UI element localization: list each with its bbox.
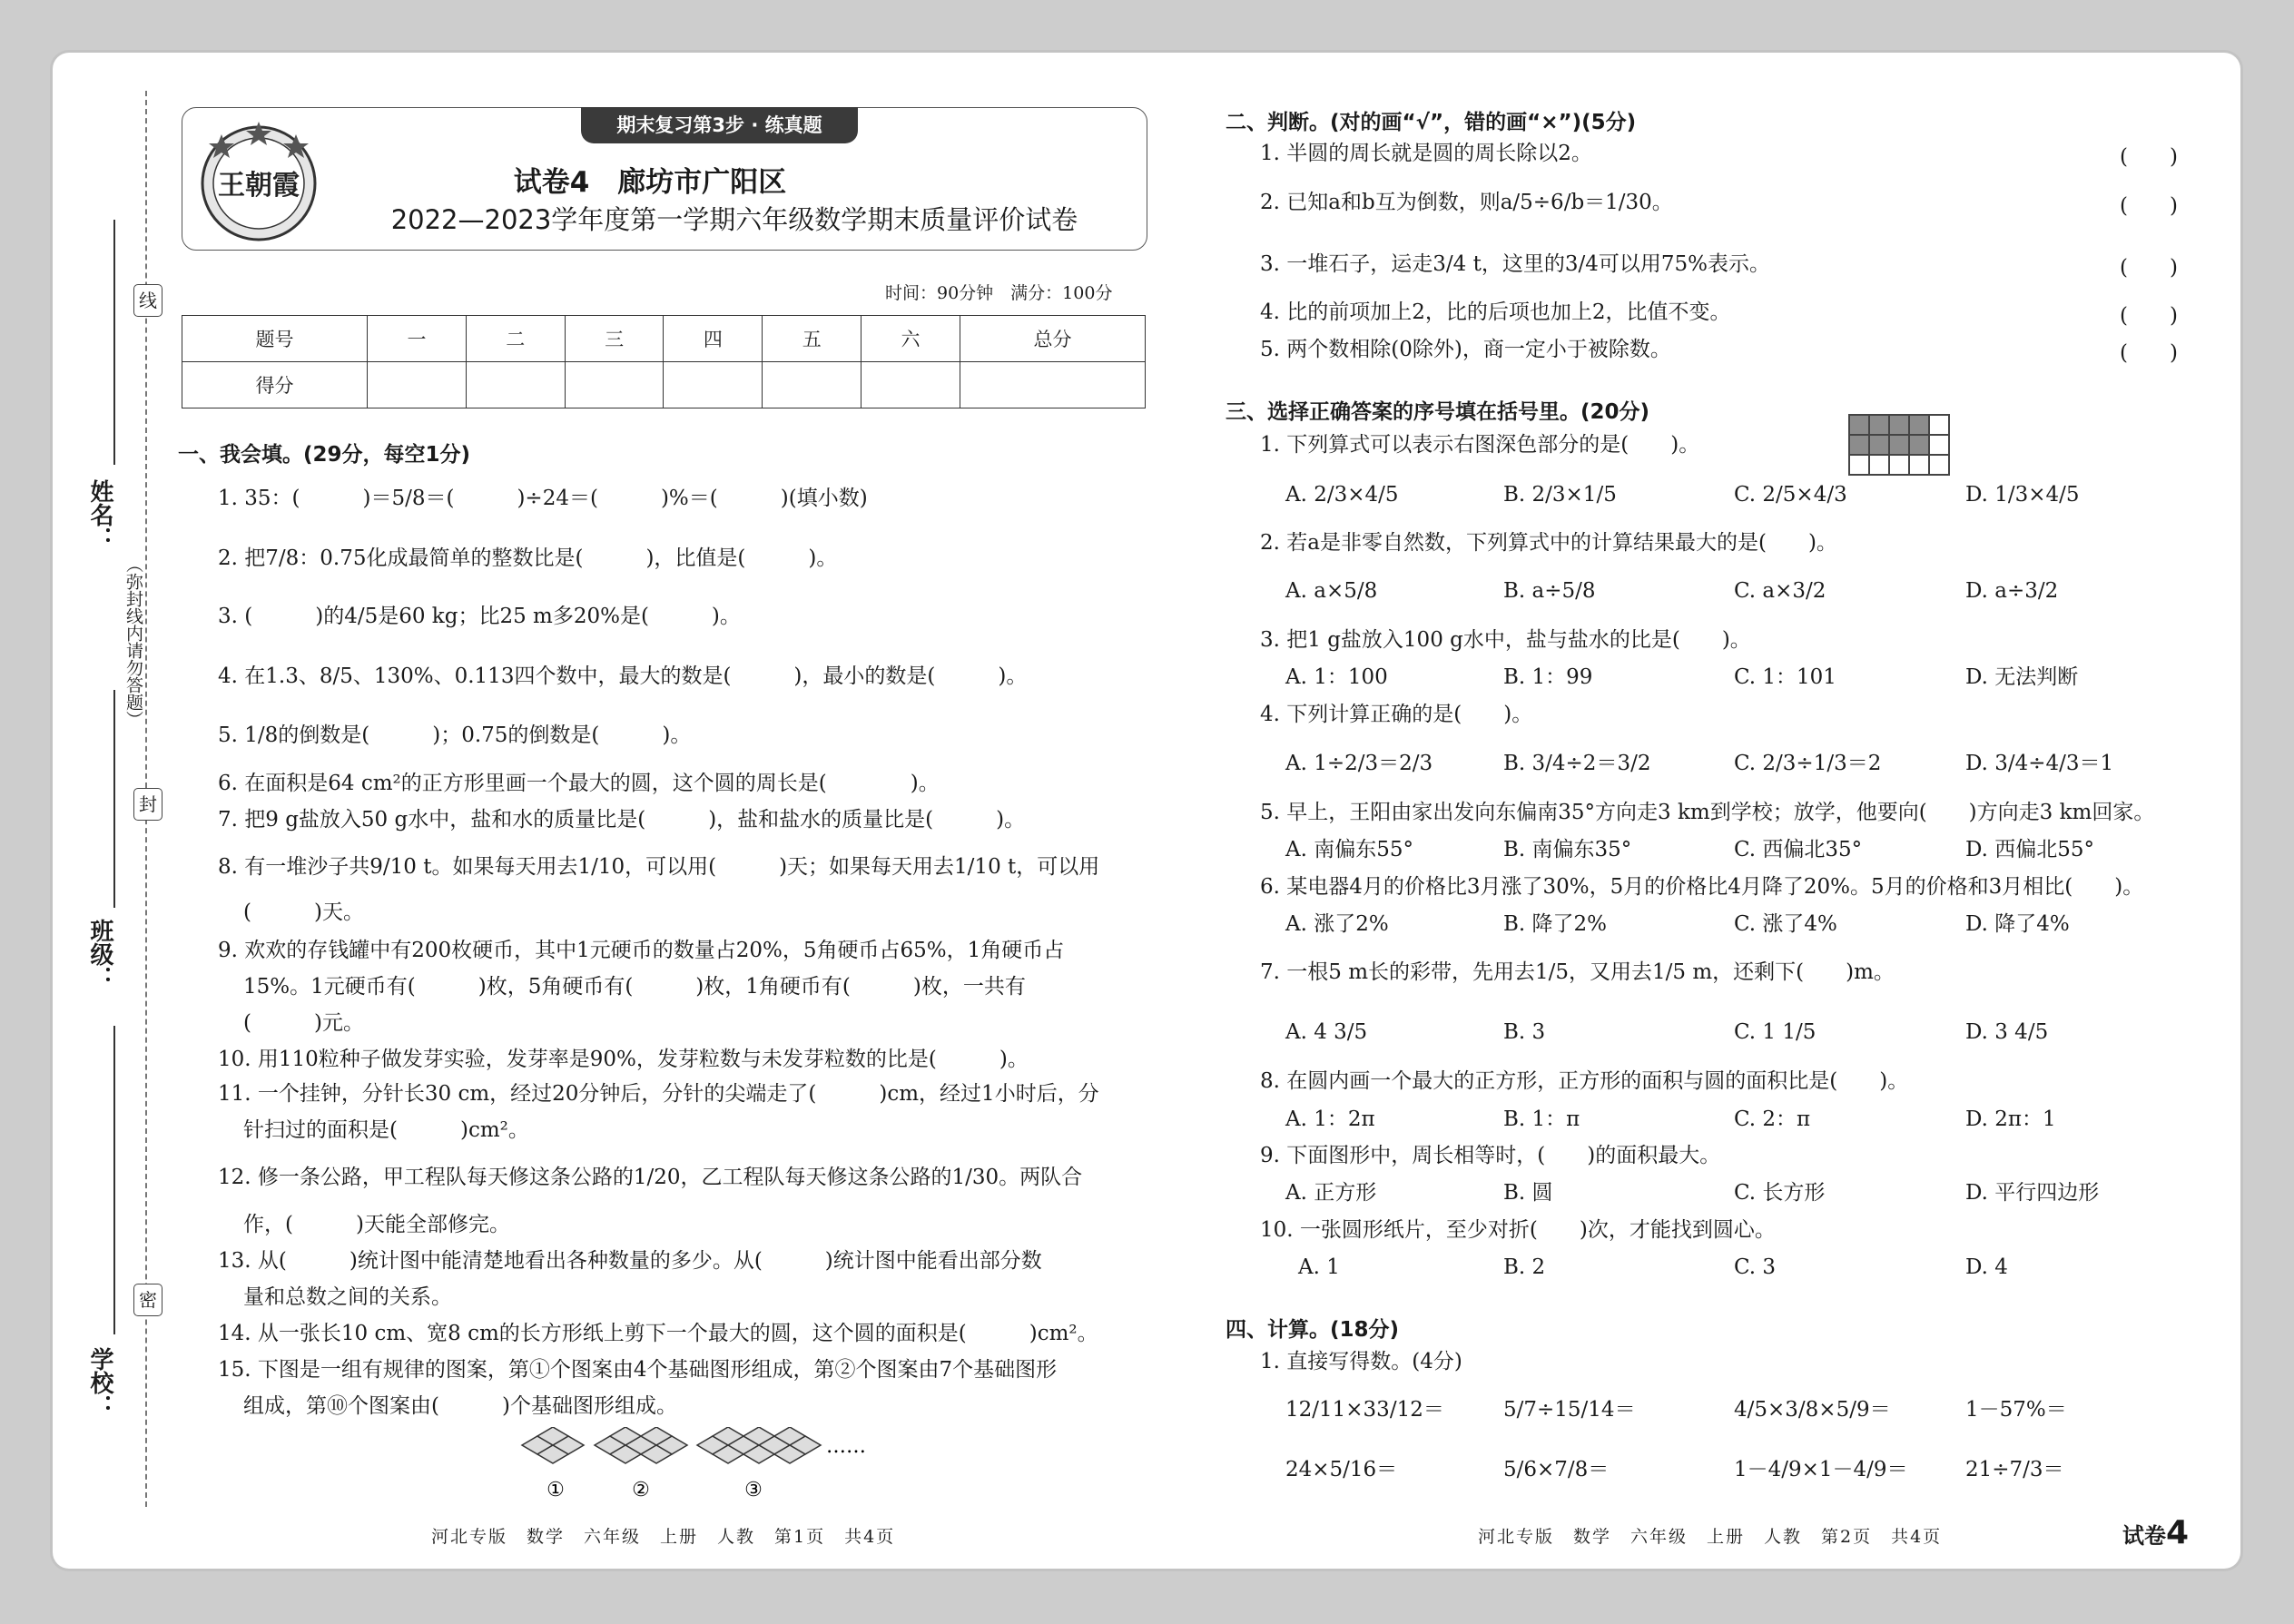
option[interactable]: B. 1：π — [1503, 1107, 1580, 1131]
calc-item: 1－4/9×1－4/9＝ — [1734, 1458, 1908, 1481]
calc-item: 5/7÷15/14＝ — [1503, 1398, 1636, 1422]
calc-item: 5/6×7/8＝ — [1503, 1458, 1610, 1481]
exam-subtitle: 2022—2023学年度第一学期六年级数学期末质量评价试卷 — [390, 204, 1078, 235]
option[interactable]: D. 平行四边形 — [1965, 1181, 2100, 1205]
question: 1. 35：( )＝5/8＝( )÷24＝( )%＝( )(填小数) — [218, 487, 868, 510]
option[interactable]: B. 3/4÷2＝3/2 — [1503, 752, 1651, 775]
score-cell[interactable] — [368, 362, 467, 408]
grid-cell-shaded — [1869, 415, 1889, 435]
question-cont: ( )天。 — [243, 901, 364, 924]
grid-cell — [1909, 455, 1929, 475]
option[interactable]: D. 降了4% — [1965, 912, 2070, 936]
question: 9. 欢欢的存钱罐中有200枚硬币，其中1元硬币的数量占20%，5角硬币占65%，1角硬币占 — [218, 939, 1065, 962]
pattern-label: ① — [546, 1479, 565, 1500]
answer-paren[interactable]: ( ) — [2120, 341, 2178, 365]
binding-mark-line: 线 — [133, 284, 162, 317]
score-header-row — [182, 316, 1146, 362]
choice-question: 9. 下面图形中，周长相等时，( )的面积最大。 — [1260, 1144, 1721, 1167]
question-cont: 量和总数之间的关系。 — [243, 1285, 452, 1309]
question-cont: 针扫过的面积是( )cm²。 — [243, 1118, 529, 1142]
option[interactable]: C. 1：101 — [1734, 665, 1836, 689]
pattern-more: …… — [826, 1435, 866, 1458]
option[interactable]: D. 3/4÷4/3＝1 — [1965, 752, 2114, 775]
choice-question: 2. 若a是非零自然数，下列算式中的计算结果最大的是( )。 — [1260, 531, 1837, 555]
grid-cell — [1869, 455, 1889, 475]
option[interactable]: D. 无法判断 — [1965, 665, 2079, 689]
grid-cell-shaded — [1889, 435, 1909, 455]
option[interactable]: A. 1 — [1298, 1255, 1340, 1279]
option[interactable]: D. 4 — [1965, 1255, 2008, 1279]
question-cont: 组成，第⑩个图案由( )个基础图形组成。 — [243, 1394, 677, 1418]
calc-item: 4/5×3/8×5/9＝ — [1734, 1398, 1891, 1422]
option[interactable]: A. 涨了2% — [1285, 912, 1389, 936]
question: 2. 把7/8：0.75化成最简单的整数比是( )，比值是( )。 — [218, 546, 838, 570]
option[interactable]: D. 2π：1 — [1965, 1107, 2056, 1131]
question: 13. 从( )统计图中能清楚地看出各种数量的多少。从( )统计图中能看出部分数 — [218, 1249, 1042, 1273]
choice-question: 4. 下列计算正确的是( )。 — [1260, 703, 1533, 726]
score-head: 二 — [466, 316, 565, 362]
calc-item: 1－57%＝ — [1965, 1398, 2067, 1422]
paper-badge-number: 4 — [2166, 1514, 2190, 1551]
question: 4. 在1.3、8/5、130%、0.113四个数中，最大的数是( )，最小的数是( )。 — [218, 664, 1028, 688]
question: 3. ( )的4/5是60 kg；比25 m多20%是( )。 — [218, 605, 741, 628]
binding-note: （弥封线内请勿答题） — [123, 556, 143, 728]
option[interactable]: A. 1÷2/3＝2/3 — [1285, 752, 1433, 775]
score-cell[interactable] — [565, 362, 664, 408]
answer-paren[interactable]: ( ) — [2120, 256, 2178, 280]
score-cell[interactable] — [861, 362, 960, 408]
score-head: 三 — [565, 316, 664, 362]
score-row-label: 得分 — [182, 362, 368, 408]
question-cont: 15%。1元硬币有( )枚，5角硬币有( )枚，1角硬币有( )枚，一共有 — [243, 975, 1026, 999]
pattern-label: ③ — [744, 1479, 763, 1500]
sec2-title: 二、判断。(对的画“√”，错的画“×”)(5分) — [1226, 111, 1637, 134]
judge-item: 4. 比的前项加上2，比的后项也加上2，比值不变。 — [1260, 300, 1731, 324]
option[interactable]: A. a×5/8 — [1285, 579, 1378, 603]
judge-item: 1. 半圆的周长就是圆的周长除以2。 — [1260, 142, 1592, 165]
calc-item: 12/11×33/12＝ — [1285, 1398, 1444, 1422]
score-cell[interactable] — [466, 362, 565, 408]
question: 10. 用110粒种子做发芽实验，发芽率是90%，发芽粒数与未发芽粒数的比是( )。 — [218, 1048, 1029, 1071]
question: 5. 1/8的倒数是( )；0.75的倒数是( )。 — [218, 723, 692, 747]
sec1-title: 一、我会填。(29分，每空1分) — [178, 443, 471, 467]
name-line — [113, 220, 115, 465]
judge-item: 2. 已知a和b互为倒数，则a/5÷6/b＝1/30。 — [1260, 191, 1673, 214]
paper-badge-label: 试卷 — [2122, 1523, 2166, 1549]
question-cont: ( )元。 — [243, 1011, 364, 1035]
judge-item: 5. 两个数相除(0除外)，商一定小于被除数。 — [1260, 338, 1671, 361]
sec4-title: 四、计算。(18分) — [1226, 1318, 1400, 1342]
pattern-figure — [517, 1427, 881, 1500]
question: 8. 有一堆沙子共9/10 t。如果每天用去1/10，可以用( )天；如果每天用去1/10 t，可以用 — [218, 855, 1100, 879]
sec3-title: 三、选择正确答案的序号填在括号里。(20分) — [1226, 400, 1650, 424]
shaded-grid-figure — [1848, 414, 1950, 476]
choice-question: 5. 早上，王阳由家出发向东偏南35°方向走3 km到学校；放学，他要向( )方向走3 km回家。 — [1260, 801, 2155, 824]
option[interactable]: B. 降了2% — [1503, 912, 1608, 936]
choice-question: 3. 把1 g盐放入100 g水中，盐与盐水的比是( )。 — [1260, 628, 1751, 652]
score-head: 五 — [763, 316, 861, 362]
option[interactable]: C. 长方形 — [1734, 1181, 1826, 1205]
exam-title: 试卷4 廊坊市广阳区 — [513, 166, 787, 199]
option[interactable]: C. 2：π — [1734, 1107, 1811, 1131]
question: 6. 在面积是64 cm²的正方形里画一个最大的圆，这个圆的周长是( )。 — [218, 772, 940, 795]
option[interactable]: D. 1/3×4/5 — [1965, 483, 2080, 507]
score-cell[interactable] — [960, 362, 1145, 408]
choice-question: 6. 某电器4月的价格比3月涨了30%，5月的价格比4月降了20%。5月的价格和3月相比( )。 — [1260, 875, 2144, 899]
footer-right: 河北专版 数学 六年级 上册 人教 第2页 共4页 — [1478, 1527, 1943, 1547]
grid-cell — [1849, 455, 1869, 475]
binding-mark-hole: 密 — [133, 1284, 162, 1316]
option[interactable]: C. 2/3÷1/3＝2 — [1734, 752, 1882, 775]
option[interactable]: A. 4 3/5 — [1285, 1020, 1368, 1044]
option[interactable]: A. 1：100 — [1285, 665, 1388, 689]
score-head: 总分 — [960, 316, 1145, 362]
logo-seal — [194, 116, 323, 245]
score-head: 四 — [664, 316, 763, 362]
question: 7. 把9 g盐放入50 g水中，盐和水的质量比是( )，盐和盐水的质量比是( )。 — [218, 808, 1026, 832]
option[interactable]: B. 南偏东35° — [1503, 838, 1632, 861]
question: 14. 从一张长10 cm、宽8 cm的长方形纸上剪下一个最大的圆，这个圆的面积是( )cm²。 — [218, 1322, 1098, 1345]
class-label: 班级： — [86, 919, 113, 989]
question: 15. 下图是一组有规律的图案，第①个图案由4个基础图形组成，第②个图案由7个基础图形 — [218, 1358, 1058, 1382]
score-head: 题号 — [182, 316, 368, 362]
option[interactable]: B. 3 — [1503, 1020, 1546, 1044]
grid-cell-shaded — [1909, 415, 1929, 435]
choice-question: 10. 一张圆形纸片，至少对折( )次，才能找到圆心。 — [1260, 1218, 1776, 1242]
answer-paren[interactable]: ( ) — [2120, 304, 2178, 328]
score-row — [182, 362, 1146, 408]
answer-paren[interactable]: ( ) — [2120, 145, 2178, 169]
grid-cell — [1929, 435, 1949, 455]
name-label: 姓名： — [86, 479, 113, 550]
banner: 期末复习第3步 · 练真题 — [581, 107, 858, 143]
choice-question: 8. 在圆内画一个最大的正方形，正方形的面积与圆的面积比是( )。 — [1260, 1069, 1909, 1093]
option[interactable]: D. 西偏北55° — [1965, 838, 2095, 861]
score-cell[interactable] — [664, 362, 763, 408]
option[interactable]: D. a÷3/2 — [1965, 579, 2059, 603]
logo-text: 王朝霞 — [218, 170, 300, 202]
school-line — [113, 1026, 115, 1334]
option[interactable]: C. 1 1/5 — [1734, 1020, 1816, 1044]
grid-cell-shaded — [1849, 435, 1869, 455]
option[interactable]: A. 正方形 — [1285, 1181, 1377, 1205]
time-info: 时间：90分钟 满分：100分 — [885, 283, 1113, 303]
option[interactable]: B. 圆 — [1503, 1181, 1553, 1205]
grid-cell-shaded — [1909, 435, 1929, 455]
pattern-label: ② — [632, 1479, 650, 1500]
grid-cell — [1929, 415, 1949, 435]
option[interactable]: B. 2/3×1/5 — [1503, 483, 1617, 507]
option[interactable]: C. 2/5×4/3 — [1734, 483, 1847, 507]
paper-badge — [2122, 1514, 2189, 1551]
calc-item: 21÷7/3＝ — [1965, 1458, 2064, 1481]
option[interactable]: A. 1：2π — [1285, 1107, 1375, 1131]
class-line — [113, 690, 115, 908]
grid-cell-shaded — [1889, 415, 1909, 435]
option[interactable]: A. 2/3×4/5 — [1285, 483, 1399, 507]
question: 12. 修一条公路，甲工程队每天修这条公路的1/20，乙工程队每天修这条公路的1/30。两队合 — [218, 1166, 1083, 1189]
option[interactable]: D. 3 4/5 — [1965, 1020, 2049, 1044]
answer-paren[interactable]: ( ) — [2120, 194, 2178, 218]
option[interactable]: B. 1：99 — [1503, 665, 1593, 689]
grid-cell-shaded — [1869, 435, 1889, 455]
judge-item: 3. 一堆石子，运走3/4 t，这里的3/4可以用75%表示。 — [1260, 252, 1770, 276]
grid-cell — [1889, 455, 1909, 475]
score-head: 六 — [861, 316, 960, 362]
calc-item: 24×5/16＝ — [1285, 1458, 1398, 1481]
question-cont: 作，( )天能全部修完。 — [243, 1213, 510, 1236]
grid-cell-shaded — [1849, 415, 1869, 435]
option[interactable]: C. 3 — [1734, 1255, 1777, 1279]
grid-cell — [1929, 455, 1949, 475]
question: 11. 一个挂钟，分针长30 cm，经过20分钟后，分针的尖端走了( )cm，经过1小时后，分 — [218, 1082, 1099, 1106]
option[interactable]: C. a×3/2 — [1734, 579, 1826, 603]
binding-mark-seal: 封 — [133, 788, 162, 821]
choice-question: 7. 一根5 m长的彩带，先用去1/5，又用去1/5 m，还剩下( )m。 — [1260, 960, 1895, 984]
score-cell[interactable] — [763, 362, 861, 408]
sec4-sub1: 1. 直接写得数。(4分) — [1260, 1350, 1462, 1373]
option[interactable]: B. a÷5/8 — [1503, 579, 1596, 603]
choice-question: 1. 下列算式可以表示右图深色部分的是( )。 — [1260, 433, 1700, 457]
score-head: 一 — [368, 316, 467, 362]
score-table — [182, 315, 1146, 408]
option[interactable]: C. 涨了4% — [1734, 912, 1837, 936]
option[interactable]: B. 2 — [1503, 1255, 1546, 1279]
footer-left: 河北专版 数学 六年级 上册 人教 第1页 共4页 — [431, 1527, 896, 1547]
option[interactable]: A. 南偏东55° — [1285, 838, 1413, 861]
option[interactable]: C. 西偏北35° — [1734, 838, 1863, 861]
school-label: 学校： — [86, 1347, 113, 1418]
